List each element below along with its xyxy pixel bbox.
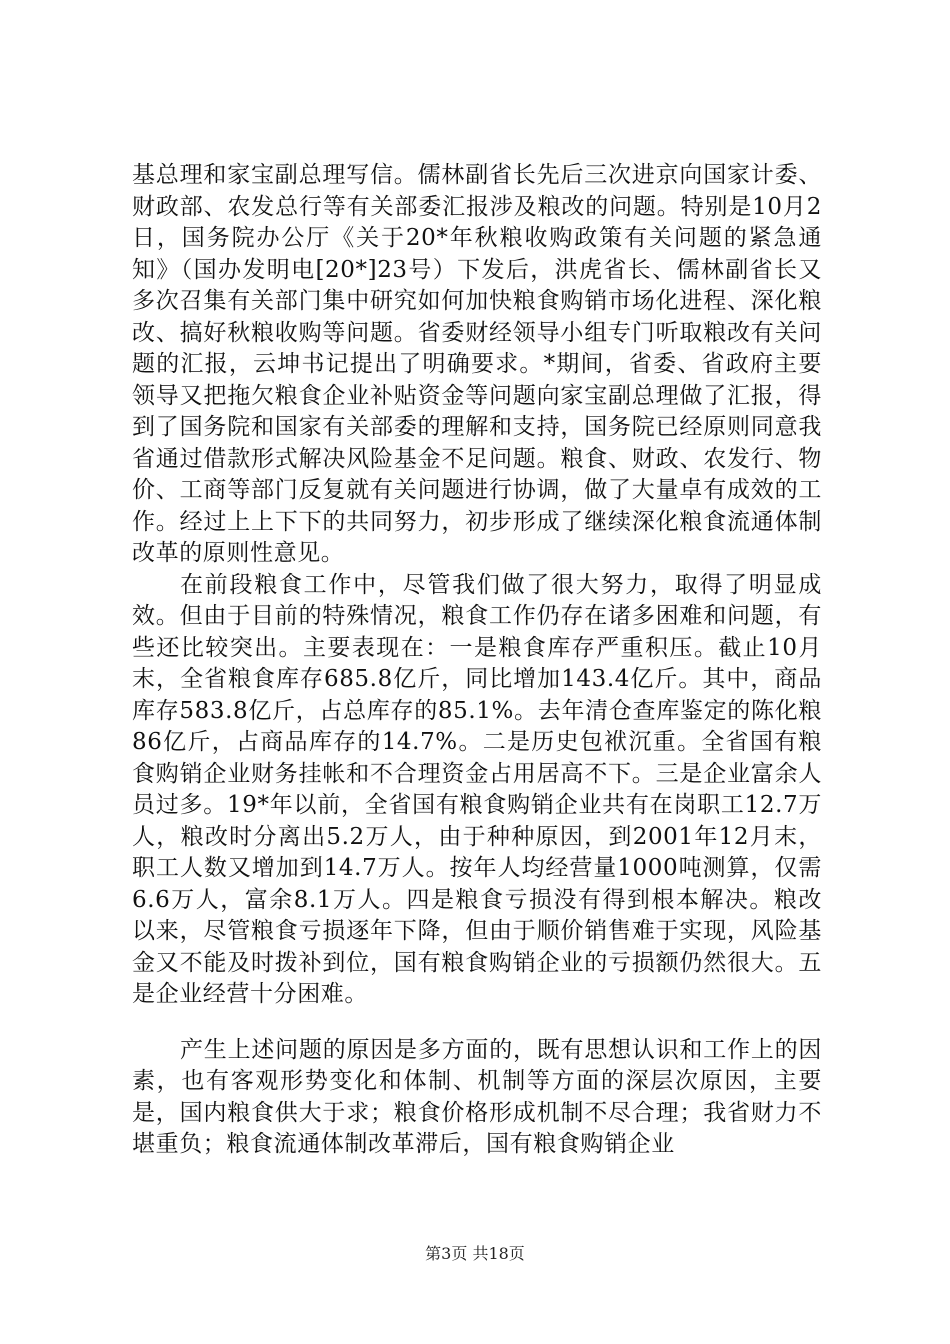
document-body — [132, 160, 822, 1161]
paragraph-1: 基总理和家宝副总理写信。儒林副省长先后三次进京向国家计委、财政部、农发总行等有关部委汇报涉及粮改的问题。特别是10月2日，国务院办公厅《关于20*年秋粮收购政策有关问题的紧急通知》（国办发明电[20*]23号）下发后，洪虎省长、儒林副省长又多次召集有关部门集中研究如何加快粮食购销市场化进程、深化粮改、搞好秋粮收购等问题。省委财经领导小组专门听取粮改有关问题的汇报，云坤书记提出了明确要求。*期间，省委、省政府主要领导又把拖欠粮食企业补贴资金等问题向家宝副总理做了汇报，得到了国务院和国家有关部委的理解和支持，国务院已经原则同意我省通过借款形式解决风险基金不足问题。粮食、财政、农发行、物价、工商等部门反复就有关问题进行协调，做了大量卓有成效的工作。经过上上下下的共同努力，初步形成了继续深化粮食流通体制改革的原则性意见。 — [132, 162, 822, 566]
paragraph-2: 在前段粮食工作中，尽管我们做了很大努力，取得了明显成效。但由于目前的特殊情况，粮食工作仍存在诸多困难和问题，有些还比较突出。主要表现在：一是粮食库存严重积压。截止10月末，全省粮食库存685.8亿斤，同比增加143.4亿斤。其中，商品库存583.8亿斤，占总库存的85.1%。去年清仓查库鉴定的陈化粮86亿斤，占商品库存的14.7%。二是历史包袱沉重。全省国有粮食购销企业财务挂帐和不合理资金占用居高不下。三是企业富余人员过多。19*年以前，全省国有粮食购销企业共有在岗职工12.7万人，粮改时分离出5.2万人，由于种种原因，到2001年12月末，职工人数又增加到14.7万人。按年人均经营量1000吨测算，仅需6.6万人，富余8.1万人。四是粮食亏损没有得到根本解决。粮改以来，尽管粮食亏损逐年下降，但由于顺价销售难于实现，风险基金又不能及时拨补到位，国有粮食购销企业的亏损额仍然很大。五是企业经营十分困难。 — [132, 571, 822, 1007]
page-footer: 第3页 共18页 — [425, 1244, 525, 1263]
paragraph-spacer — [132, 1011, 822, 1035]
paragraph-3: 产生上述问题的原因是多方面的，既有思想认识和工作上的因素，也有客观形势变化和体制、机制等方面的深层次原因，主要是，国内粮食供大于求；粮食价格形成机制不尽合理；我省财力不堪重负；粮食流通体制改革滞后，国有粮食购销企业 — [132, 1036, 822, 1157]
